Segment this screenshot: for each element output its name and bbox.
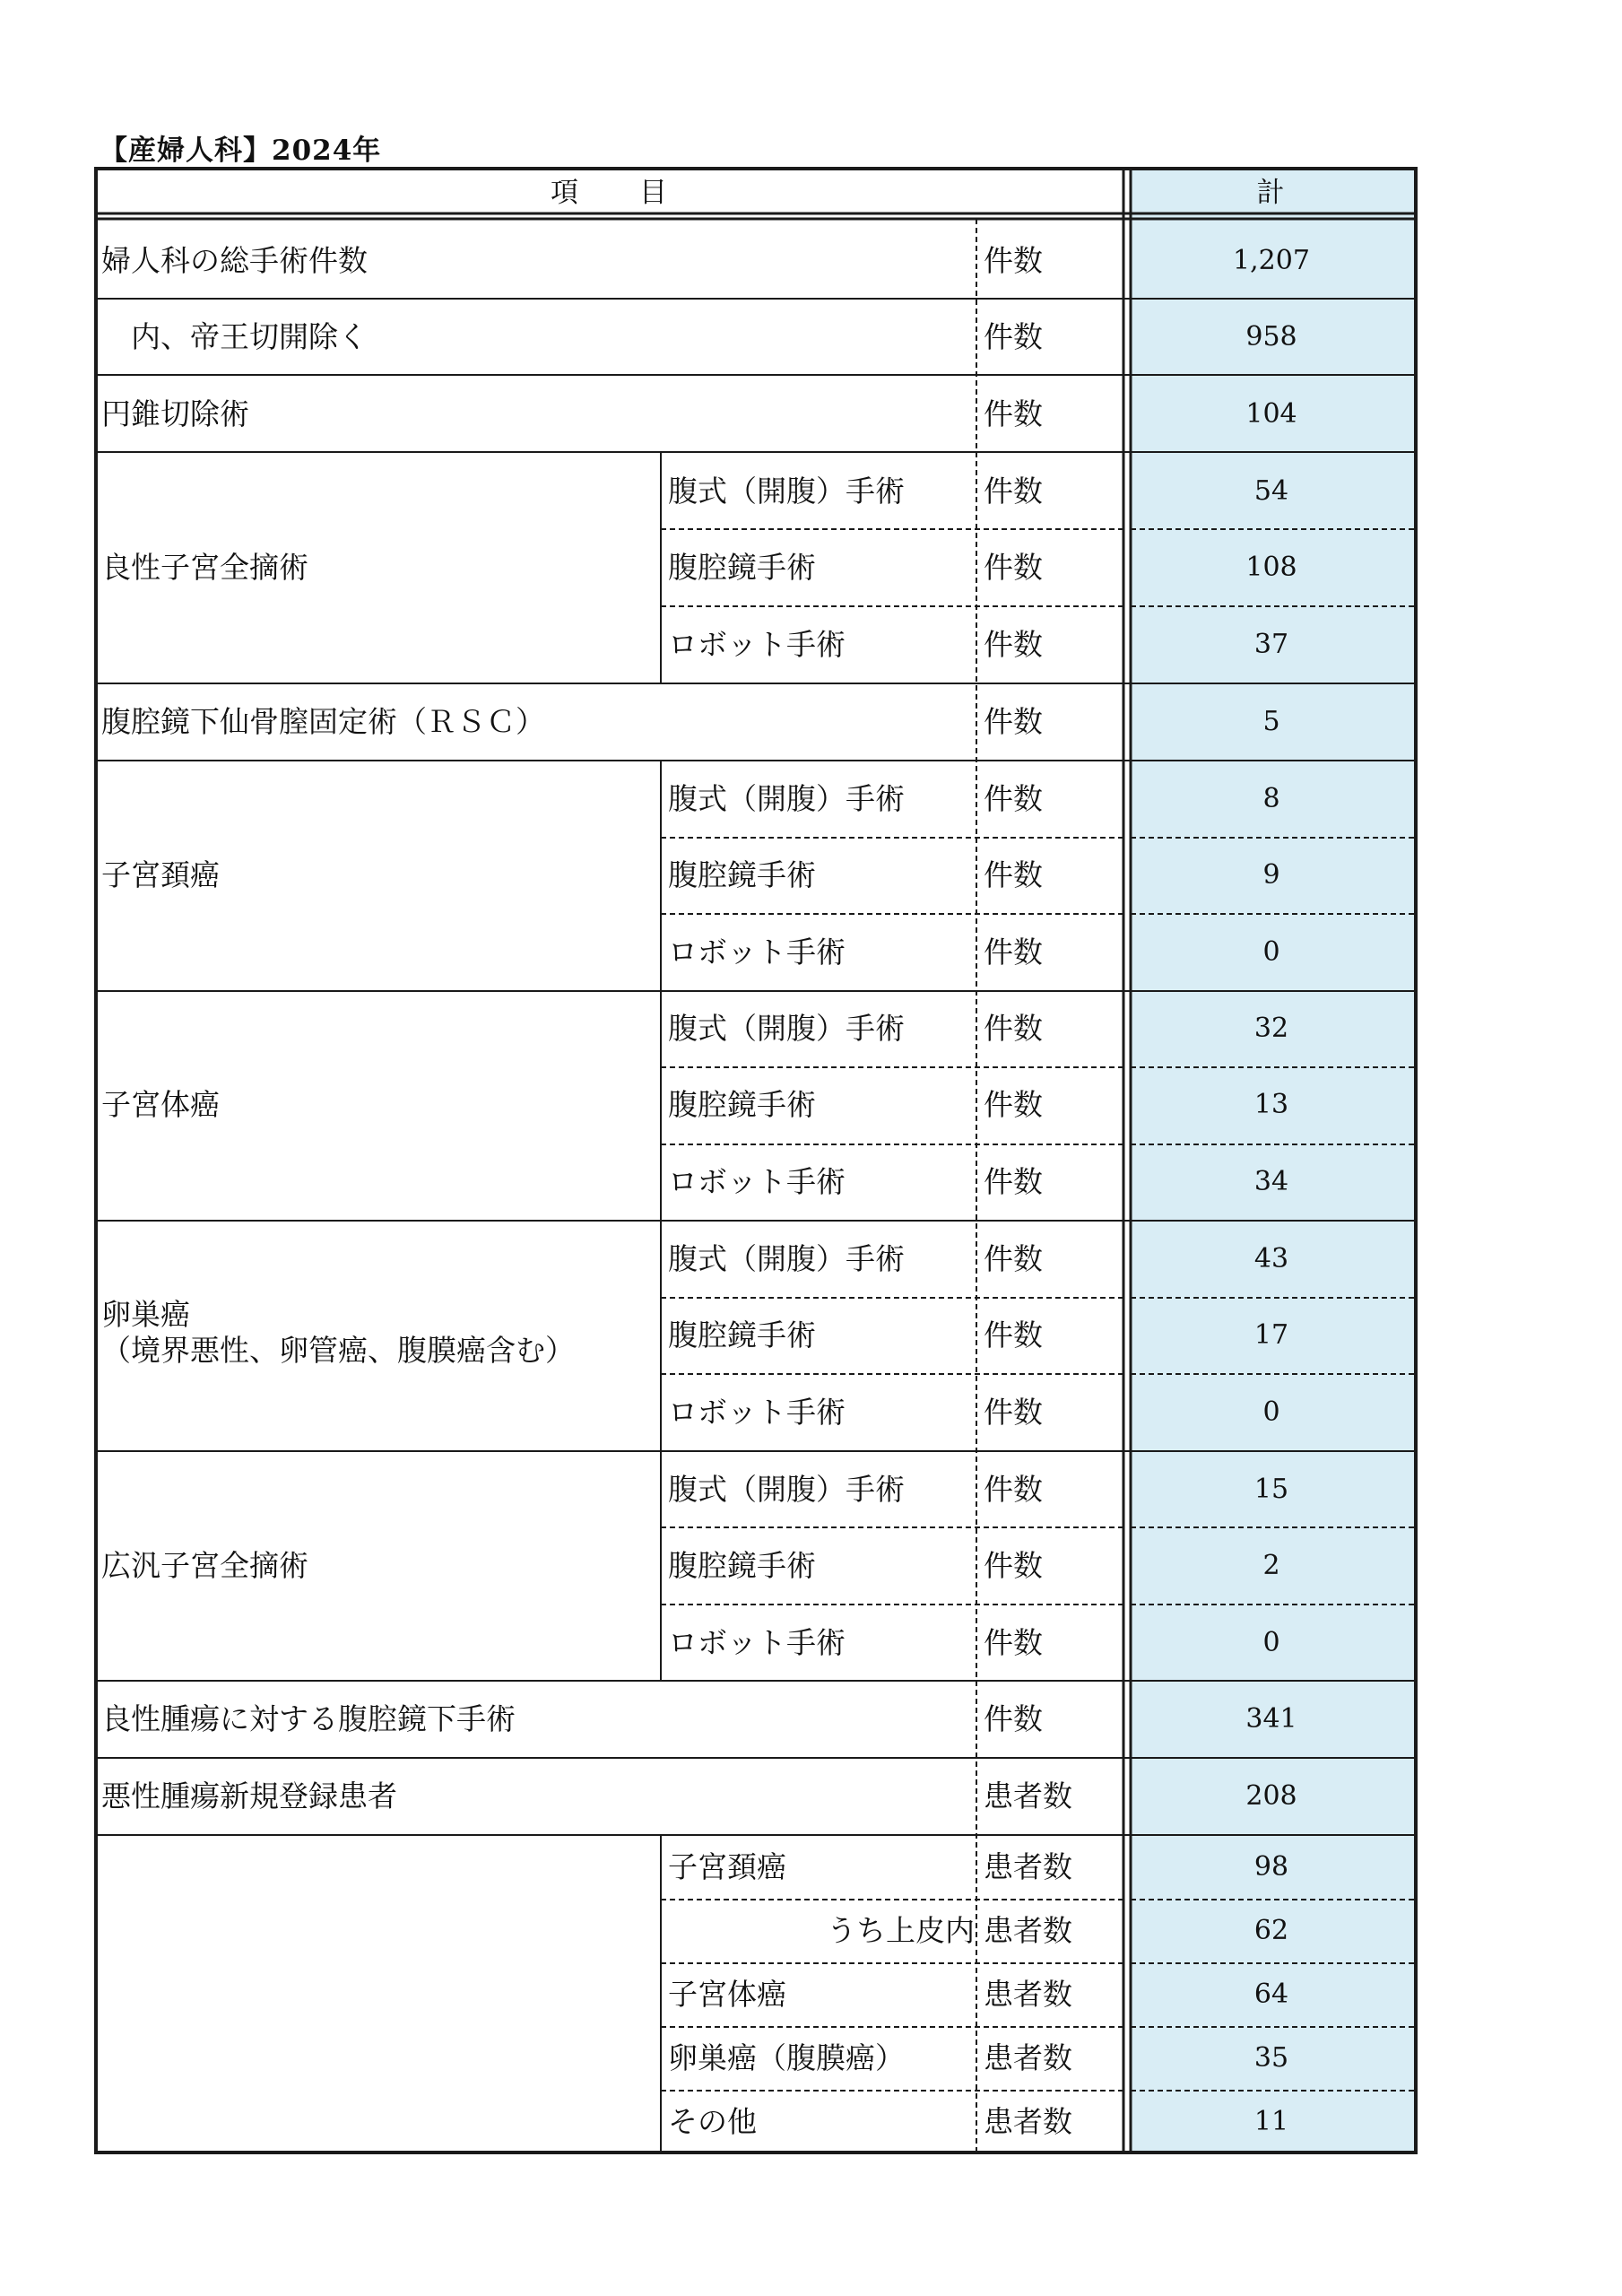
row-value: 32 xyxy=(1253,1012,1289,1044)
sub-label: 子宮頚癌 xyxy=(668,1849,786,1885)
row-unit: 件数 xyxy=(984,781,1043,817)
row-value: 34 xyxy=(1253,1165,1289,1197)
sub-label: 腹腔鏡手術 xyxy=(668,550,816,586)
row-unit: 件数 xyxy=(984,1164,1043,1200)
sub-label: 腹式（開腹）手術 xyxy=(668,781,905,817)
row-unit: 患者数 xyxy=(984,1913,1072,1949)
row-value: 54 xyxy=(1253,474,1289,507)
row-value: 0 xyxy=(1262,1396,1280,1428)
sub-label: うち上皮内 xyxy=(827,1913,975,1949)
row-value: 341 xyxy=(1245,1702,1297,1735)
sub-label: 卵巣癌（腹膜癌） xyxy=(668,2040,905,2076)
row-value: 108 xyxy=(1245,551,1297,583)
header-total: 計 xyxy=(1256,177,1287,210)
row-label-excluding-cesarean: 内、帝王切開除く xyxy=(101,319,368,355)
sub-label: 腹式（開腹）手術 xyxy=(668,1472,905,1508)
row-value: 43 xyxy=(1253,1242,1289,1274)
row-unit: 件数 xyxy=(984,1241,1043,1277)
row-value: 35 xyxy=(1253,2041,1289,2074)
row-value: 15 xyxy=(1253,1473,1289,1505)
row-value: 208 xyxy=(1245,1779,1297,1812)
row-label-malignant-registrations: 悪性腫瘍新規登録患者 xyxy=(101,1779,397,1814)
row-value: 0 xyxy=(1262,935,1280,968)
row-unit: 件数 xyxy=(984,243,1043,279)
row-unit: 件数 xyxy=(984,1011,1043,1047)
row-unit: 患者数 xyxy=(984,2040,1072,2076)
row-unit: 件数 xyxy=(984,1625,1043,1661)
sub-label: その他 xyxy=(668,2104,757,2140)
sub-label: ロボット手術 xyxy=(668,935,846,970)
sub-label: 腹式（開腹）手術 xyxy=(668,1241,905,1277)
row-unit: 件数 xyxy=(984,1087,1043,1123)
row-label-conization: 円錐切除術 xyxy=(101,396,249,432)
row-value: 37 xyxy=(1253,628,1289,660)
row-value: 958 xyxy=(1245,320,1297,352)
row-value: 17 xyxy=(1253,1318,1289,1351)
row-value: 9 xyxy=(1262,858,1280,891)
row-unit: 件数 xyxy=(984,1548,1043,1584)
row-label-radical-hysterectomy: 広汎子宮全摘術 xyxy=(101,1548,308,1584)
row-label-endometrial-cancer: 子宮体癌 xyxy=(101,1087,220,1123)
sub-label: 腹式（開腹）手術 xyxy=(668,474,905,509)
sub-label: ロボット手術 xyxy=(668,1625,846,1661)
row-value: 8 xyxy=(1262,782,1280,814)
row-unit: 患者数 xyxy=(984,1977,1072,2013)
row-value: 62 xyxy=(1253,1914,1289,1946)
row-unit: 患者数 xyxy=(984,1849,1072,1885)
row-unit: 患者数 xyxy=(984,1779,1072,1814)
sub-label: 腹腔鏡手術 xyxy=(668,1087,816,1123)
row-label-ovarian-cancer-note: （境界悪性、卵管癌、腹膜癌含む） xyxy=(101,1333,575,1369)
sub-label: 腹腔鏡手術 xyxy=(668,857,816,893)
row-value: 2 xyxy=(1262,1549,1280,1581)
row-unit: 件数 xyxy=(984,857,1043,893)
row-value: 64 xyxy=(1253,1978,1289,2010)
row-unit: 件数 xyxy=(984,627,1043,663)
sub-label: ロボット手術 xyxy=(668,1164,846,1200)
sub-label: 子宮体癌 xyxy=(668,1977,786,2013)
row-unit: 件数 xyxy=(984,935,1043,970)
row-unit: 件数 xyxy=(984,704,1043,740)
row-unit: 件数 xyxy=(984,1701,1043,1737)
header-item: 項 目 xyxy=(551,177,669,210)
sub-label: 腹式（開腹）手術 xyxy=(668,1011,905,1047)
row-label-cervical-cancer: 子宮頚癌 xyxy=(101,857,220,893)
row-value: 98 xyxy=(1253,1850,1289,1883)
row-unit: 患者数 xyxy=(984,2104,1072,2140)
row-unit: 件数 xyxy=(984,474,1043,509)
row-value: 5 xyxy=(1262,705,1280,737)
row-value: 11 xyxy=(1253,2105,1289,2137)
sub-label: ロボット手術 xyxy=(668,627,846,663)
row-value: 13 xyxy=(1253,1088,1289,1120)
row-unit: 件数 xyxy=(984,319,1043,355)
row-value: 0 xyxy=(1262,1626,1280,1658)
row-label-benign-laparoscopy: 良性腫瘍に対する腹腔鏡下手術 xyxy=(101,1701,516,1737)
row-label-rsc: 腹腔鏡下仙骨膣固定術（ＲＳＣ） xyxy=(101,704,545,740)
row-label-ovarian-cancer: 卵巣癌 xyxy=(101,1297,190,1333)
row-value: 1,207 xyxy=(1233,244,1310,276)
sub-label: ロボット手術 xyxy=(668,1395,846,1431)
row-unit: 件数 xyxy=(984,550,1043,586)
sub-label: 腹腔鏡手術 xyxy=(668,1548,816,1584)
row-unit: 件数 xyxy=(984,1472,1043,1508)
surgery-statistics-table xyxy=(94,167,1418,2154)
row-label-benign-hysterectomy: 良性子宮全摘術 xyxy=(101,550,308,586)
sub-label: 腹腔鏡手術 xyxy=(668,1318,816,1353)
row-unit: 件数 xyxy=(984,1318,1043,1353)
document-title: 【産婦人科】2024年 xyxy=(100,135,382,167)
row-value: 104 xyxy=(1245,397,1297,430)
row-unit: 件数 xyxy=(984,1395,1043,1431)
row-label-total-surgeries: 婦人科の総手術件数 xyxy=(101,243,368,279)
row-unit: 件数 xyxy=(984,396,1043,432)
